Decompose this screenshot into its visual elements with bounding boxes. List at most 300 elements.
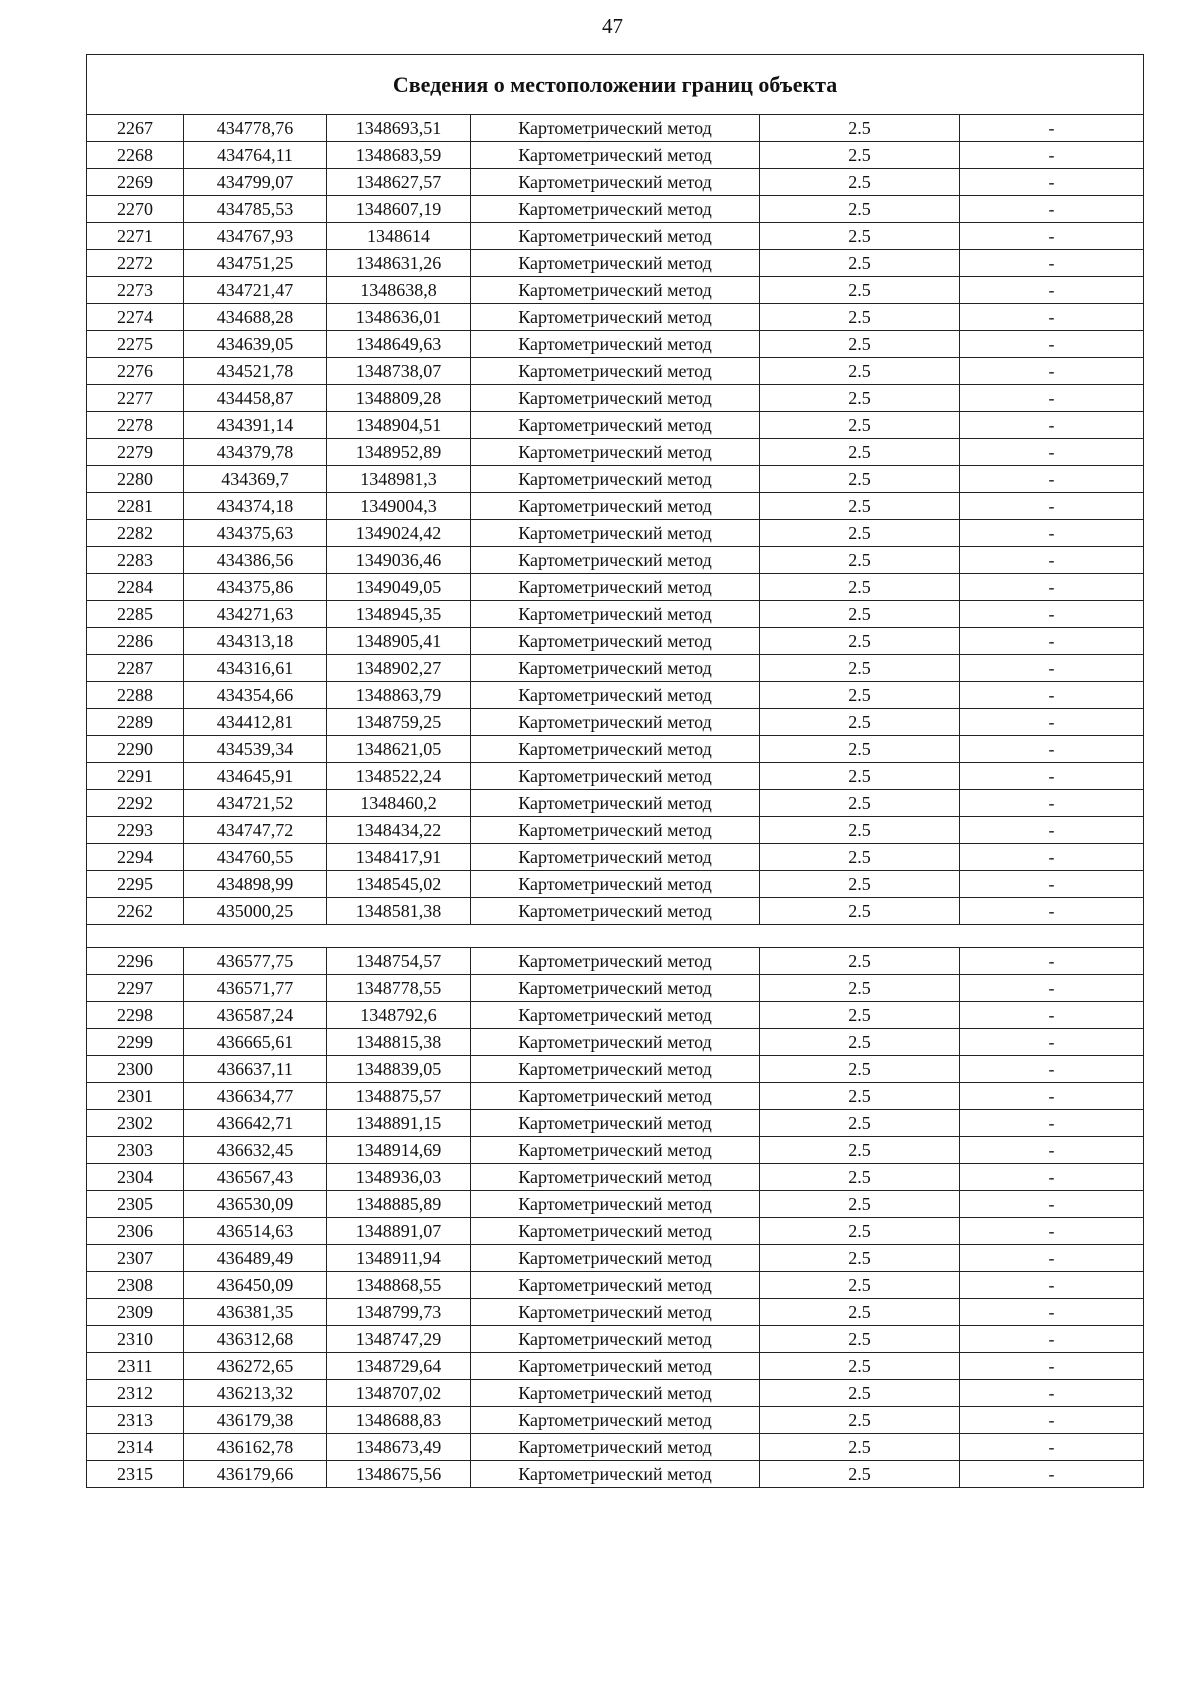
- method-cell: Картометрический метод: [471, 1218, 760, 1245]
- method-cell: Картометрический метод: [471, 1407, 760, 1434]
- x-coordinate-cell: 436381,35: [184, 1299, 327, 1326]
- x-coordinate-cell: 434898,99: [184, 871, 327, 898]
- point-number-cell: 2299: [87, 1029, 184, 1056]
- table-row: [87, 655, 1144, 682]
- y-coordinate-cell: 1348683,59: [327, 142, 471, 169]
- description-cell: -: [960, 1218, 1144, 1245]
- method-cell: Картометрический метод: [471, 1029, 760, 1056]
- method-cell: Картометрический метод: [471, 1245, 760, 1272]
- x-coordinate-cell: 434785,53: [184, 196, 327, 223]
- point-number-cell: 2270: [87, 196, 184, 223]
- description-cell: -: [960, 1029, 1144, 1056]
- y-coordinate-cell: 1348581,38: [327, 898, 471, 925]
- point-number-cell: 2291: [87, 763, 184, 790]
- point-number-cell: 2290: [87, 736, 184, 763]
- description-cell: -: [960, 331, 1144, 358]
- point-number-cell: 2281: [87, 493, 184, 520]
- point-number-cell: 2301: [87, 1083, 184, 1110]
- x-coordinate-cell: 434374,18: [184, 493, 327, 520]
- table-row: [87, 1353, 1144, 1380]
- point-number-cell: 2276: [87, 358, 184, 385]
- x-coordinate-cell: 436450,09: [184, 1272, 327, 1299]
- method-cell: Картометрический метод: [471, 250, 760, 277]
- table-row: [87, 169, 1144, 196]
- x-coordinate-cell: 434375,86: [184, 574, 327, 601]
- table-row: [87, 790, 1144, 817]
- method-cell: Картометрический метод: [471, 169, 760, 196]
- table-row: [87, 520, 1144, 547]
- method-cell: Картометрический метод: [471, 655, 760, 682]
- table-row: [87, 1245, 1144, 1272]
- table-row: [87, 1083, 1144, 1110]
- table-row: [87, 439, 1144, 466]
- method-cell: Картометрический метод: [471, 466, 760, 493]
- table-row: [87, 1056, 1144, 1083]
- accuracy-cell: 2.5: [760, 1299, 960, 1326]
- y-coordinate-cell: 1348914,69: [327, 1137, 471, 1164]
- method-cell: Картометрический метод: [471, 628, 760, 655]
- y-coordinate-cell: 1348885,89: [327, 1191, 471, 1218]
- x-coordinate-cell: 436179,38: [184, 1407, 327, 1434]
- x-coordinate-cell: 434721,47: [184, 277, 327, 304]
- y-coordinate-cell: 1348875,57: [327, 1083, 471, 1110]
- table-row: [87, 196, 1144, 223]
- point-number-cell: 2280: [87, 466, 184, 493]
- accuracy-cell: 2.5: [760, 412, 960, 439]
- x-coordinate-cell: 436179,66: [184, 1461, 327, 1488]
- accuracy-cell: 2.5: [760, 1056, 960, 1083]
- point-number-cell: 2303: [87, 1137, 184, 1164]
- x-coordinate-cell: 434747,72: [184, 817, 327, 844]
- x-coordinate-cell: 436272,65: [184, 1353, 327, 1380]
- table-row: [87, 250, 1144, 277]
- x-coordinate-cell: 434412,81: [184, 709, 327, 736]
- point-number-cell: 2297: [87, 975, 184, 1002]
- table-row: [87, 1326, 1144, 1353]
- description-cell: -: [960, 439, 1144, 466]
- description-cell: -: [960, 1056, 1144, 1083]
- method-cell: Картометрический метод: [471, 439, 760, 466]
- method-cell: Картометрический метод: [471, 682, 760, 709]
- y-coordinate-cell: 1348891,15: [327, 1110, 471, 1137]
- accuracy-cell: 2.5: [760, 1434, 960, 1461]
- y-coordinate-cell: 1348747,29: [327, 1326, 471, 1353]
- method-cell: Картометрический метод: [471, 304, 760, 331]
- accuracy-cell: 2.5: [760, 1218, 960, 1245]
- y-coordinate-cell: 1348636,01: [327, 304, 471, 331]
- y-coordinate-cell: 1348815,38: [327, 1029, 471, 1056]
- description-cell: -: [960, 1083, 1144, 1110]
- method-cell: Картометрический метод: [471, 817, 760, 844]
- method-cell: Картометрический метод: [471, 709, 760, 736]
- y-coordinate-cell: 1348839,05: [327, 1056, 471, 1083]
- y-coordinate-cell: 1348759,25: [327, 709, 471, 736]
- x-coordinate-cell: 434369,7: [184, 466, 327, 493]
- table-row: [87, 601, 1144, 628]
- point-number-cell: 2307: [87, 1245, 184, 1272]
- description-cell: -: [960, 142, 1144, 169]
- point-number-cell: 2298: [87, 1002, 184, 1029]
- description-cell: -: [960, 1272, 1144, 1299]
- table-row: [87, 948, 1144, 975]
- table-row: [87, 1164, 1144, 1191]
- y-coordinate-cell: 1348417,91: [327, 844, 471, 871]
- y-coordinate-cell: 1348434,22: [327, 817, 471, 844]
- description-cell: -: [960, 574, 1144, 601]
- y-coordinate-cell: 1349036,46: [327, 547, 471, 574]
- accuracy-cell: 2.5: [760, 682, 960, 709]
- accuracy-cell: 2.5: [760, 844, 960, 871]
- y-coordinate-cell: 1348792,6: [327, 1002, 471, 1029]
- accuracy-cell: 2.5: [760, 1191, 960, 1218]
- y-coordinate-cell: 1348688,83: [327, 1407, 471, 1434]
- y-coordinate-cell: 1348729,64: [327, 1353, 471, 1380]
- x-coordinate-cell: 434751,25: [184, 250, 327, 277]
- method-cell: Картометрический метод: [471, 1299, 760, 1326]
- method-cell: Картометрический метод: [471, 277, 760, 304]
- method-cell: Картометрический метод: [471, 331, 760, 358]
- method-cell: Картометрический метод: [471, 493, 760, 520]
- table-row: [87, 763, 1144, 790]
- y-coordinate-cell: 1348911,94: [327, 1245, 471, 1272]
- y-coordinate-cell: 1348545,02: [327, 871, 471, 898]
- accuracy-cell: 2.5: [760, 736, 960, 763]
- method-cell: Картометрический метод: [471, 844, 760, 871]
- description-cell: -: [960, 1461, 1144, 1488]
- description-cell: -: [960, 304, 1144, 331]
- x-coordinate-cell: 434521,78: [184, 358, 327, 385]
- point-number-cell: 2278: [87, 412, 184, 439]
- method-cell: Картометрический метод: [471, 871, 760, 898]
- accuracy-cell: 2.5: [760, 1164, 960, 1191]
- method-cell: Картометрический метод: [471, 358, 760, 385]
- description-cell: -: [960, 1380, 1144, 1407]
- table-row: [87, 1434, 1144, 1461]
- accuracy-cell: 2.5: [760, 115, 960, 142]
- y-coordinate-cell: 1348638,8: [327, 277, 471, 304]
- table-row: [87, 1191, 1144, 1218]
- accuracy-cell: 2.5: [760, 493, 960, 520]
- accuracy-cell: 2.5: [760, 304, 960, 331]
- description-cell: -: [960, 790, 1144, 817]
- accuracy-cell: 2.5: [760, 1461, 960, 1488]
- y-coordinate-cell: 1348522,24: [327, 763, 471, 790]
- x-coordinate-cell: 436489,49: [184, 1245, 327, 1272]
- description-cell: -: [960, 196, 1144, 223]
- description-cell: -: [960, 169, 1144, 196]
- x-coordinate-cell: 436312,68: [184, 1326, 327, 1353]
- accuracy-cell: 2.5: [760, 169, 960, 196]
- accuracy-cell: 2.5: [760, 1245, 960, 1272]
- table-row: [87, 975, 1144, 1002]
- description-cell: -: [960, 358, 1144, 385]
- table-row: [87, 142, 1144, 169]
- table-row: [87, 304, 1144, 331]
- method-cell: Картометрический метод: [471, 1137, 760, 1164]
- y-coordinate-cell: 1348607,19: [327, 196, 471, 223]
- method-cell: Картометрический метод: [471, 975, 760, 1002]
- y-coordinate-cell: 1348675,56: [327, 1461, 471, 1488]
- point-number-cell: 2284: [87, 574, 184, 601]
- method-cell: Картометрический метод: [471, 1353, 760, 1380]
- accuracy-cell: 2.5: [760, 948, 960, 975]
- description-cell: -: [960, 223, 1144, 250]
- accuracy-cell: 2.5: [760, 196, 960, 223]
- y-coordinate-cell: 1348631,26: [327, 250, 471, 277]
- point-number-cell: 2311: [87, 1353, 184, 1380]
- method-cell: Картометрический метод: [471, 1272, 760, 1299]
- point-number-cell: 2279: [87, 439, 184, 466]
- point-number-cell: 2312: [87, 1380, 184, 1407]
- y-coordinate-cell: 1348981,3: [327, 466, 471, 493]
- y-coordinate-cell: 1348621,05: [327, 736, 471, 763]
- accuracy-cell: 2.5: [760, 142, 960, 169]
- point-number-cell: 2292: [87, 790, 184, 817]
- point-number-cell: 2274: [87, 304, 184, 331]
- description-cell: -: [960, 385, 1144, 412]
- description-cell: -: [960, 277, 1144, 304]
- accuracy-cell: 2.5: [760, 439, 960, 466]
- table-title-row: [87, 55, 1144, 115]
- method-cell: Картометрический метод: [471, 547, 760, 574]
- y-coordinate-cell: 1349004,3: [327, 493, 471, 520]
- accuracy-cell: 2.5: [760, 277, 960, 304]
- description-cell: -: [960, 250, 1144, 277]
- x-coordinate-cell: 436665,61: [184, 1029, 327, 1056]
- table-row: [87, 574, 1144, 601]
- point-number-cell: 2300: [87, 1056, 184, 1083]
- method-cell: Картометрический метод: [471, 196, 760, 223]
- x-coordinate-cell: 434539,34: [184, 736, 327, 763]
- point-number-cell: 2267: [87, 115, 184, 142]
- table-row: [87, 736, 1144, 763]
- accuracy-cell: 2.5: [760, 358, 960, 385]
- description-cell: -: [960, 1299, 1144, 1326]
- accuracy-cell: 2.5: [760, 385, 960, 412]
- table-row: [87, 466, 1144, 493]
- x-coordinate-cell: 434386,56: [184, 547, 327, 574]
- x-coordinate-cell: 434639,05: [184, 331, 327, 358]
- point-number-cell: 2271: [87, 223, 184, 250]
- method-cell: Картометрический метод: [471, 1110, 760, 1137]
- y-coordinate-cell: 1348627,57: [327, 169, 471, 196]
- point-number-cell: 2296: [87, 948, 184, 975]
- x-coordinate-cell: 436514,63: [184, 1218, 327, 1245]
- description-cell: -: [960, 1164, 1144, 1191]
- accuracy-cell: 2.5: [760, 574, 960, 601]
- x-coordinate-cell: 436530,09: [184, 1191, 327, 1218]
- table-row: [87, 1407, 1144, 1434]
- description-cell: -: [960, 844, 1144, 871]
- y-coordinate-cell: 1348902,27: [327, 655, 471, 682]
- accuracy-cell: 2.5: [760, 601, 960, 628]
- x-coordinate-cell: 434778,76: [184, 115, 327, 142]
- accuracy-cell: 2.5: [760, 1002, 960, 1029]
- point-number-cell: 2282: [87, 520, 184, 547]
- y-coordinate-cell: 1348693,51: [327, 115, 471, 142]
- description-cell: -: [960, 115, 1144, 142]
- section-separator-cell: [87, 925, 1144, 948]
- table-row: [87, 223, 1144, 250]
- accuracy-cell: 2.5: [760, 628, 960, 655]
- x-coordinate-cell: 434688,28: [184, 304, 327, 331]
- x-coordinate-cell: 435000,25: [184, 898, 327, 925]
- y-coordinate-cell: 1348707,02: [327, 1380, 471, 1407]
- table-row: [87, 385, 1144, 412]
- x-coordinate-cell: 434271,63: [184, 601, 327, 628]
- point-number-cell: 2275: [87, 331, 184, 358]
- description-cell: -: [960, 1434, 1144, 1461]
- accuracy-cell: 2.5: [760, 520, 960, 547]
- point-number-cell: 2315: [87, 1461, 184, 1488]
- table-title: Сведения о местоположении границ объекта: [87, 55, 1144, 115]
- point-number-cell: 2304: [87, 1164, 184, 1191]
- description-cell: -: [960, 628, 1144, 655]
- y-coordinate-cell: 1348868,55: [327, 1272, 471, 1299]
- y-coordinate-cell: 1348891,07: [327, 1218, 471, 1245]
- accuracy-cell: 2.5: [760, 1407, 960, 1434]
- page-number: 47: [602, 14, 623, 38]
- table-row: [87, 709, 1144, 736]
- accuracy-cell: 2.5: [760, 1029, 960, 1056]
- table-row: [87, 1029, 1144, 1056]
- description-cell: -: [960, 520, 1144, 547]
- x-coordinate-cell: 436637,11: [184, 1056, 327, 1083]
- x-coordinate-cell: 436642,71: [184, 1110, 327, 1137]
- y-coordinate-cell: 1348738,07: [327, 358, 471, 385]
- table-row: [87, 682, 1144, 709]
- section-separator-row: [87, 925, 1144, 948]
- table-row: [87, 115, 1144, 142]
- table-row: [87, 1137, 1144, 1164]
- table-row: [87, 547, 1144, 574]
- accuracy-cell: 2.5: [760, 655, 960, 682]
- accuracy-cell: 2.5: [760, 871, 960, 898]
- description-cell: -: [960, 1407, 1144, 1434]
- table-row: [87, 1272, 1144, 1299]
- y-coordinate-cell: 1348673,49: [327, 1434, 471, 1461]
- table-row: [87, 1218, 1144, 1245]
- method-cell: Картометрический метод: [471, 790, 760, 817]
- x-coordinate-cell: 434375,63: [184, 520, 327, 547]
- point-number-cell: 2287: [87, 655, 184, 682]
- accuracy-cell: 2.5: [760, 790, 960, 817]
- point-number-cell: 2277: [87, 385, 184, 412]
- accuracy-cell: 2.5: [760, 331, 960, 358]
- table-row: [87, 1461, 1144, 1488]
- description-cell: -: [960, 547, 1144, 574]
- method-cell: Картометрический метод: [471, 736, 760, 763]
- method-cell: Картометрический метод: [471, 1461, 760, 1488]
- method-cell: Картометрический метод: [471, 1191, 760, 1218]
- point-number-cell: 2302: [87, 1110, 184, 1137]
- point-number-cell: 2294: [87, 844, 184, 871]
- description-cell: -: [960, 871, 1144, 898]
- table-row: [87, 358, 1144, 385]
- description-cell: -: [960, 655, 1144, 682]
- point-number-cell: 2269: [87, 169, 184, 196]
- x-coordinate-cell: 434313,18: [184, 628, 327, 655]
- point-number-cell: 2285: [87, 601, 184, 628]
- point-number-cell: 2314: [87, 1434, 184, 1461]
- x-coordinate-cell: 434316,61: [184, 655, 327, 682]
- accuracy-cell: 2.5: [760, 1110, 960, 1137]
- point-number-cell: 2293: [87, 817, 184, 844]
- point-number-cell: 2289: [87, 709, 184, 736]
- x-coordinate-cell: 434354,66: [184, 682, 327, 709]
- table-row: [87, 898, 1144, 925]
- description-cell: -: [960, 1002, 1144, 1029]
- x-coordinate-cell: 434458,87: [184, 385, 327, 412]
- description-cell: -: [960, 1137, 1144, 1164]
- x-coordinate-cell: 434721,52: [184, 790, 327, 817]
- accuracy-cell: 2.5: [760, 709, 960, 736]
- y-coordinate-cell: 1348649,63: [327, 331, 471, 358]
- accuracy-cell: 2.5: [760, 1353, 960, 1380]
- method-cell: Картометрический метод: [471, 1434, 760, 1461]
- point-number-cell: 2288: [87, 682, 184, 709]
- description-cell: -: [960, 1110, 1144, 1137]
- description-cell: -: [960, 412, 1144, 439]
- x-coordinate-cell: 436634,77: [184, 1083, 327, 1110]
- point-number-cell: 2306: [87, 1218, 184, 1245]
- accuracy-cell: 2.5: [760, 898, 960, 925]
- method-cell: Картометрический метод: [471, 142, 760, 169]
- point-number-cell: 2286: [87, 628, 184, 655]
- y-coordinate-cell: 1349049,05: [327, 574, 471, 601]
- description-cell: -: [960, 948, 1144, 975]
- description-cell: -: [960, 601, 1144, 628]
- y-coordinate-cell: 1348460,2: [327, 790, 471, 817]
- y-coordinate-cell: 1348945,35: [327, 601, 471, 628]
- point-number-cell: 2309: [87, 1299, 184, 1326]
- method-cell: Картометрический метод: [471, 1326, 760, 1353]
- description-cell: -: [960, 1326, 1144, 1353]
- point-number-cell: 2313: [87, 1407, 184, 1434]
- description-cell: -: [960, 493, 1144, 520]
- x-coordinate-cell: 436577,75: [184, 948, 327, 975]
- y-coordinate-cell: 1348754,57: [327, 948, 471, 975]
- description-cell: -: [960, 1245, 1144, 1272]
- description-cell: -: [960, 898, 1144, 925]
- description-cell: -: [960, 763, 1144, 790]
- x-coordinate-cell: 434379,78: [184, 439, 327, 466]
- table-row: [87, 412, 1144, 439]
- y-coordinate-cell: 1348904,51: [327, 412, 471, 439]
- table-row: [87, 628, 1144, 655]
- table-row: [87, 1380, 1144, 1407]
- x-coordinate-cell: 434760,55: [184, 844, 327, 871]
- method-cell: Картометрический метод: [471, 223, 760, 250]
- boundary-coordinates-table: [86, 54, 1144, 1488]
- y-coordinate-cell: 1348799,73: [327, 1299, 471, 1326]
- x-coordinate-cell: 434645,91: [184, 763, 327, 790]
- method-cell: Картометрический метод: [471, 1164, 760, 1191]
- description-cell: -: [960, 1191, 1144, 1218]
- method-cell: Картометрический метод: [471, 601, 760, 628]
- method-cell: Картометрический метод: [471, 1056, 760, 1083]
- table-row: [87, 277, 1144, 304]
- method-cell: Картометрический метод: [471, 115, 760, 142]
- y-coordinate-cell: 1348952,89: [327, 439, 471, 466]
- x-coordinate-cell: 434764,11: [184, 142, 327, 169]
- description-cell: -: [960, 975, 1144, 1002]
- point-number-cell: 2295: [87, 871, 184, 898]
- x-coordinate-cell: 434799,07: [184, 169, 327, 196]
- method-cell: Картометрический метод: [471, 1083, 760, 1110]
- accuracy-cell: 2.5: [760, 223, 960, 250]
- description-cell: -: [960, 736, 1144, 763]
